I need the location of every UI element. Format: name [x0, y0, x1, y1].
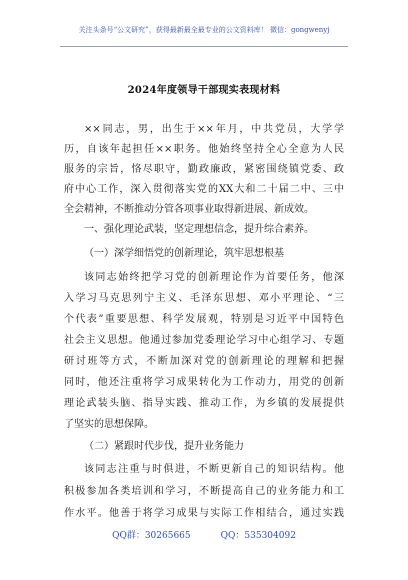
body-line: 入学习马克思列宁主义、毛泽东思想、邓小平理论、“三	[64, 293, 344, 304]
header-banner: 关注头条号“公文研究”，获得最新最全最专业的公文资料库！ 微信：gongwenyj	[78, 26, 330, 34]
body-line: 了坚实的思想保障。	[64, 419, 154, 430]
body-line: 积极参加各类培训和学习，不断提高自己的业务能力和工	[64, 486, 344, 497]
footer-contact	[0, 530, 408, 542]
body-line: 府中心工作，深入贯彻落实党的XX大和二十届二中、三中	[64, 184, 344, 195]
body-line: 全会精神，不断推动分管各项事业取得新进展、新成效。	[64, 204, 314, 215]
body-line: 社会主义思想。他通过参加党委理论学习中心组学习、专题	[64, 335, 344, 346]
body-line: 研讨班等方式，不断加深对党的创新理论的理解和把握	[64, 356, 344, 367]
body-line: 理论武装头脑、指导实践、推动工作，为乡镇的发展提供	[64, 398, 344, 409]
body-line: 服务的宗旨，恪尽职守，勤政廉政，紧密围绕镇党委、政	[64, 164, 344, 175]
body-line: 历，自该年起担任××职务。他始终坚持全心全意为人民	[64, 144, 344, 155]
document-title: 2024年度领导干部现实表现材料	[127, 85, 281, 96]
subsection-heading: （一）深学细悟党的创新理论，筑牢思想根基	[84, 248, 284, 259]
subsection-heading: （二）紧跟时代步伐，提升业务能力	[84, 441, 244, 452]
body-line: 个代表”重要思想、科学发展观，特别是习近平中国特色	[64, 314, 344, 325]
body-line: ××同志，男，出生于××年月，中共党员，大学学	[84, 124, 344, 135]
header-divider	[60, 46, 348, 47]
body-line: 作水平。他善于将学习成果与实际工作相结合，通过实践	[64, 508, 344, 519]
footer-qq-group: QQ群：30265665	[112, 531, 191, 541]
body-line: 该同志始终把学习党的创新理论作为首要任务，他深	[84, 272, 344, 283]
body-line: 同时，他还注重将学习成果转化为工作动力，用党的创新	[64, 377, 344, 388]
footer-qq: QQ：535304092	[220, 531, 296, 541]
section-heading: 一、强化理论武装，坚定理想信念，提升综合素养。	[84, 224, 314, 235]
body-line: 该同志注重与时俱进，不断更新自己的知识结构。他	[84, 464, 344, 475]
